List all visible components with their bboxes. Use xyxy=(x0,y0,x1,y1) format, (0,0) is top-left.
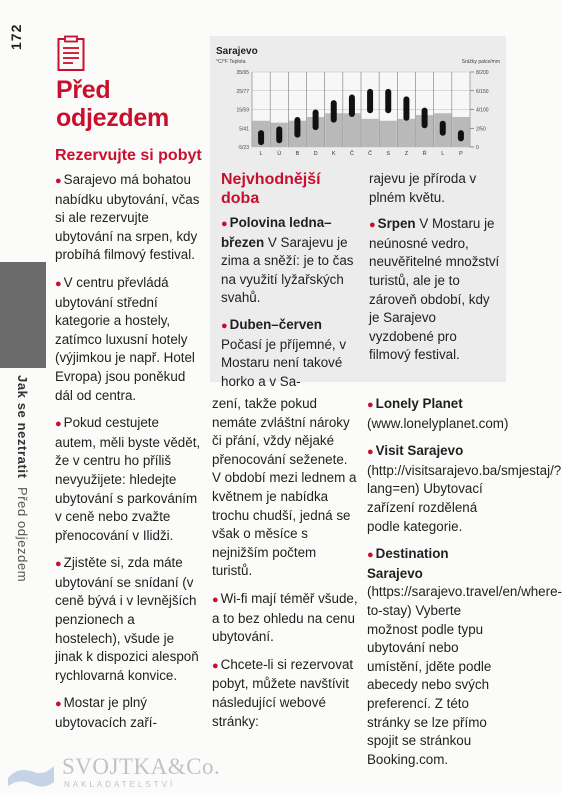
chart-y2label: Srážky palce/mm xyxy=(461,59,500,65)
list-item-text: Mostar je plný ubytovacích zaří- xyxy=(55,695,157,731)
temp-range-bar xyxy=(349,95,355,118)
temp-range-bar xyxy=(440,121,446,136)
precip-bar xyxy=(343,113,360,147)
y2-tick-label: 4/100 xyxy=(476,107,489,114)
month-label: K xyxy=(331,151,336,157)
period-label: Srpen xyxy=(377,216,416,232)
bullet-icon: ● xyxy=(212,659,219,672)
y2-tick-label: 0 xyxy=(476,145,479,151)
list-item xyxy=(55,171,203,265)
page-number-text: 172 xyxy=(8,23,24,50)
temp-range-bar xyxy=(385,89,391,113)
chapter-tab xyxy=(0,262,46,368)
chart-ylabel: °C/°F Teplota xyxy=(216,59,246,65)
running-header xyxy=(10,375,36,610)
bullet-icon: ● xyxy=(367,446,374,459)
list-item xyxy=(212,656,358,731)
temp-range-bar xyxy=(313,110,319,131)
month-label: Č xyxy=(349,151,354,157)
list-item xyxy=(221,316,361,391)
list-item-text: Chcete-li si rezervovat pobyt, můžete navštívit následující webové stránky: xyxy=(212,656,354,729)
bullet-icon: ● xyxy=(55,175,62,187)
bullet-icon: ● xyxy=(369,219,376,232)
y2-tick-label: 6/150 xyxy=(476,88,489,95)
bullet-icon: ● xyxy=(221,218,228,230)
chart-plot xyxy=(236,70,488,157)
running-section: Jak se neztratit xyxy=(15,375,30,479)
publisher-sub: NAKLADATELSTVÍ xyxy=(64,780,176,789)
y-tick-label: 25/77 xyxy=(236,88,249,95)
website-text: (www.lonelyplanet.com) xyxy=(367,415,509,431)
website-name[interactable]: Lonely Planet xyxy=(375,396,463,411)
column-websites xyxy=(367,395,562,778)
bullet-icon: ● xyxy=(55,277,62,290)
month-label: D xyxy=(313,151,318,157)
precip-bar xyxy=(362,119,379,147)
website-text: (https://sarajevo.travel/en/where-to-stay) Vyberte možnost podle typu ubytování nebo umístění, jděte podle abecedy nebo svých preferencí. Z této stránky se lze přímo spojit se stránkou Booking.com. xyxy=(367,584,562,767)
best-time-col-b xyxy=(369,170,501,373)
chart-title: Sarajevo xyxy=(216,46,258,57)
list-item xyxy=(221,214,361,308)
month-label: L xyxy=(259,151,263,157)
list-item-text: Wi-fi mají téměř všude, a to bez ohledu na cenu ubytování. xyxy=(212,590,358,645)
period-text: V Mostaru je neúnosné vedro, neuvěřitelné množství turistů, ale je to zároveň období, kdy je Sarajevo vyzdobené pro filmový festival. xyxy=(369,216,500,363)
month-label: Č xyxy=(368,151,373,157)
list-item-text: V centru převládá ubytování střední kategorie a hostely, zatímco luxusní hotely (výjimkou je např. Hotel Evropa) jsou poněkud dál od centra. xyxy=(55,274,195,403)
list-item xyxy=(369,215,501,365)
period-label: Polovina ledna–březen xyxy=(221,215,332,250)
bullet-icon: ● xyxy=(367,549,374,562)
list-item-text: Sarajevo má bohatou nabídku ubytování, včas si ale rezervujte ubytování na srpen, kdy probíhá filmový festival. xyxy=(55,172,200,263)
website-name[interactable]: Visit Sarajevo xyxy=(375,443,464,459)
month-label: S xyxy=(386,151,391,157)
paragraph: zení, takže pokud nemáte zvláštní nároky či přání, vždy nějaké přenocování seženete. V období mezi lednem a květnem je nabídka trochu chudší, jedná se však o měsíce s nejnižším počtem turistů. xyxy=(212,396,357,579)
website-item xyxy=(367,442,562,536)
list-item xyxy=(55,274,203,405)
section-heading: Rezervujte si pobyt xyxy=(55,147,202,164)
website-item xyxy=(367,545,562,769)
month-label: P xyxy=(459,151,463,157)
temp-range-bar xyxy=(367,89,373,113)
period-text: Počasí je příjemné, v Mostaru není takové horko a v Sa- xyxy=(221,336,347,389)
month-label: Z xyxy=(404,151,409,157)
bullet-icon: ● xyxy=(212,593,219,606)
y-tick-label: 5/41 xyxy=(239,126,249,133)
bullet-icon: ● xyxy=(55,698,62,711)
list-item-continuation: rajevu je příroda v plném květu. xyxy=(369,171,477,205)
month-label: L xyxy=(441,151,445,157)
website-item xyxy=(367,395,509,433)
bullet-icon: ● xyxy=(55,558,62,571)
bullet-icon: ● xyxy=(367,399,374,411)
temp-range-bar xyxy=(294,117,300,138)
publisher-name: SVOJTKA&Co. xyxy=(62,754,221,779)
period-text: V Sarajevu je zima a sněží: je to čas na využití lyžařských svahů. xyxy=(221,234,354,306)
list-item xyxy=(55,554,203,685)
y2-tick-label: 2/50 xyxy=(476,126,486,133)
list-item xyxy=(55,694,203,732)
list-item xyxy=(55,414,203,545)
temp-range-bar xyxy=(258,130,264,145)
column-reservations xyxy=(55,146,203,742)
running-subsection: Před odjezdem xyxy=(15,486,30,583)
climate-box xyxy=(210,36,506,389)
list-item-text: Pokud cestujete autem, měli byste vědět, že v centru ho příliš nevyužijete: hledejte ubytování s parkováním v ceně nebo zvažte přenocování v Ilidži. xyxy=(55,415,201,543)
climate-chart xyxy=(214,42,504,160)
temp-range-bar xyxy=(422,108,428,129)
precip-bar xyxy=(380,121,397,147)
precip-bar xyxy=(398,119,415,147)
temp-range-bar xyxy=(331,100,337,123)
list-item xyxy=(212,590,358,647)
bullet-icon: ● xyxy=(221,319,228,332)
bullet-icon: ● xyxy=(55,418,62,431)
y-tick-label: 35/95 xyxy=(236,70,249,76)
month-label: B xyxy=(295,151,300,157)
y2-tick-label: 8/200 xyxy=(476,70,489,76)
y-tick-label: -5/23 xyxy=(237,145,249,151)
website-text: (http://visitsarajevo.ba/smjestaj/?lang=en) Ubytovací zařízení rozdělená podle kategorie. xyxy=(367,462,562,534)
period-label: Duben–červen xyxy=(229,316,322,332)
list-item-text: Zjistěte si, zda máte ubytování se snídaní (v ceně bývá i v levnějších penzionech a hostelech), všude je jinak k dispozici alespoň rychlovarná konvice. xyxy=(55,555,199,683)
page-title: Před odjezdem xyxy=(56,76,169,132)
website-name[interactable]: Destination Sarajevo xyxy=(367,546,449,581)
column-middle xyxy=(212,395,358,740)
temp-range-bar xyxy=(458,130,464,141)
page-number xyxy=(4,14,28,54)
month-label: Ú xyxy=(277,151,282,157)
checklist-icon xyxy=(57,36,85,72)
temp-range-bar xyxy=(276,126,282,143)
month-label: Ř xyxy=(422,151,427,157)
best-time-col-a xyxy=(221,170,361,399)
y-tick-label: 15/59 xyxy=(236,107,249,114)
temp-range-bar xyxy=(403,96,409,120)
best-time-heading: Nejvhodnější doba xyxy=(221,171,321,207)
